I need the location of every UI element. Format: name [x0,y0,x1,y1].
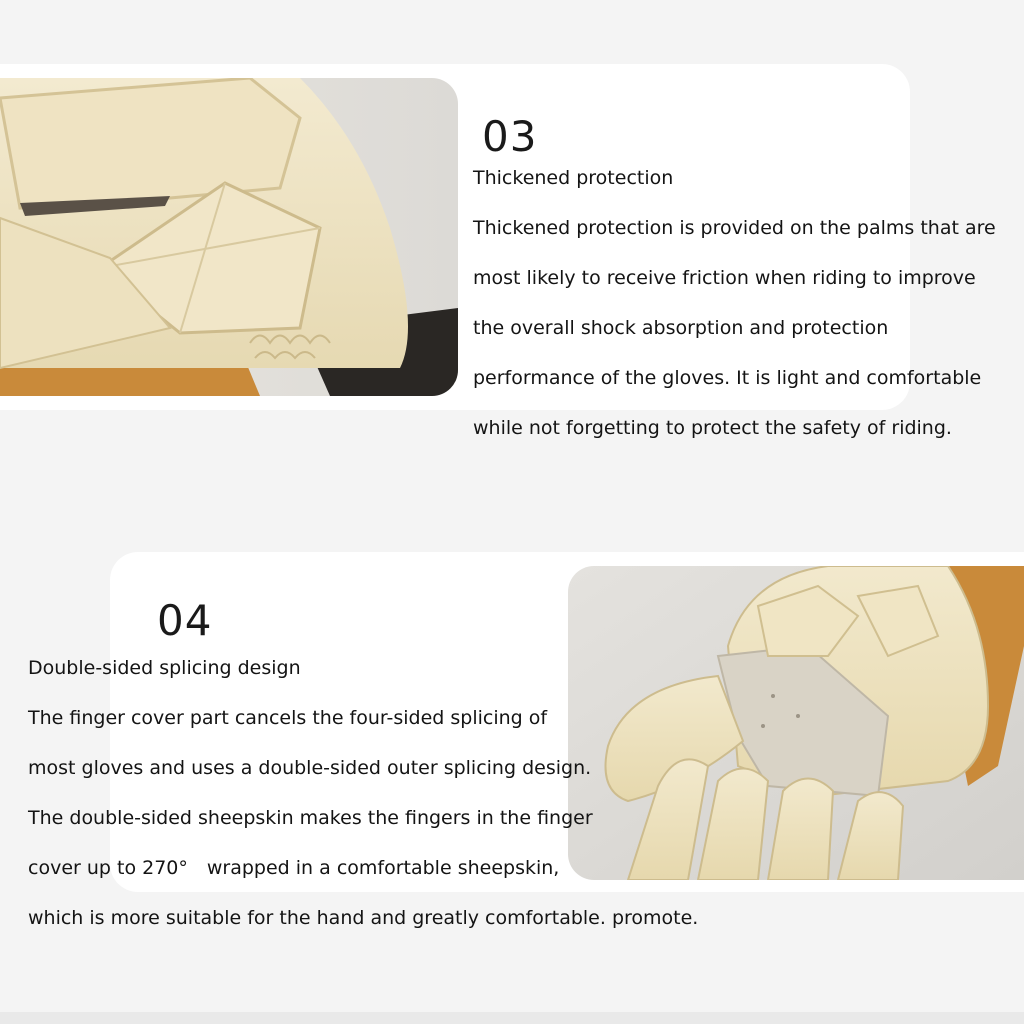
description-line: most likely to receive friction when riding to improve [473,267,976,289]
description-line: Thickened protection is provided on the palms that are [473,217,996,239]
description-line: most gloves and uses a double-sided outer splicing design. [28,757,592,779]
description-line: The finger cover part cancels the four-sided splicing of [28,707,548,729]
section-title: Double-sided splicing design [28,657,301,679]
description-line: the overall shock absorption and protection [473,317,889,339]
description-line: The double-sided sheepskin makes the fingers in the finger [28,807,593,829]
glove-palm-photo [0,78,458,396]
section-number: 04 [157,596,213,645]
glove-open-hand-photo [568,566,1024,880]
description-line: which is more suitable for the hand and greatly comfortable. promote. [28,907,699,929]
description-line: performance of the gloves. It is light and comfortable [473,367,982,389]
section-number: 03 [482,112,538,161]
section-title: Thickened protection [473,167,674,189]
description-line: cover up to 270° wrapped in a comfortable sheepskin, [28,857,560,879]
bottom-divider [0,1012,1024,1024]
description-line: while not forgetting to protect the safety of riding. [473,417,952,439]
